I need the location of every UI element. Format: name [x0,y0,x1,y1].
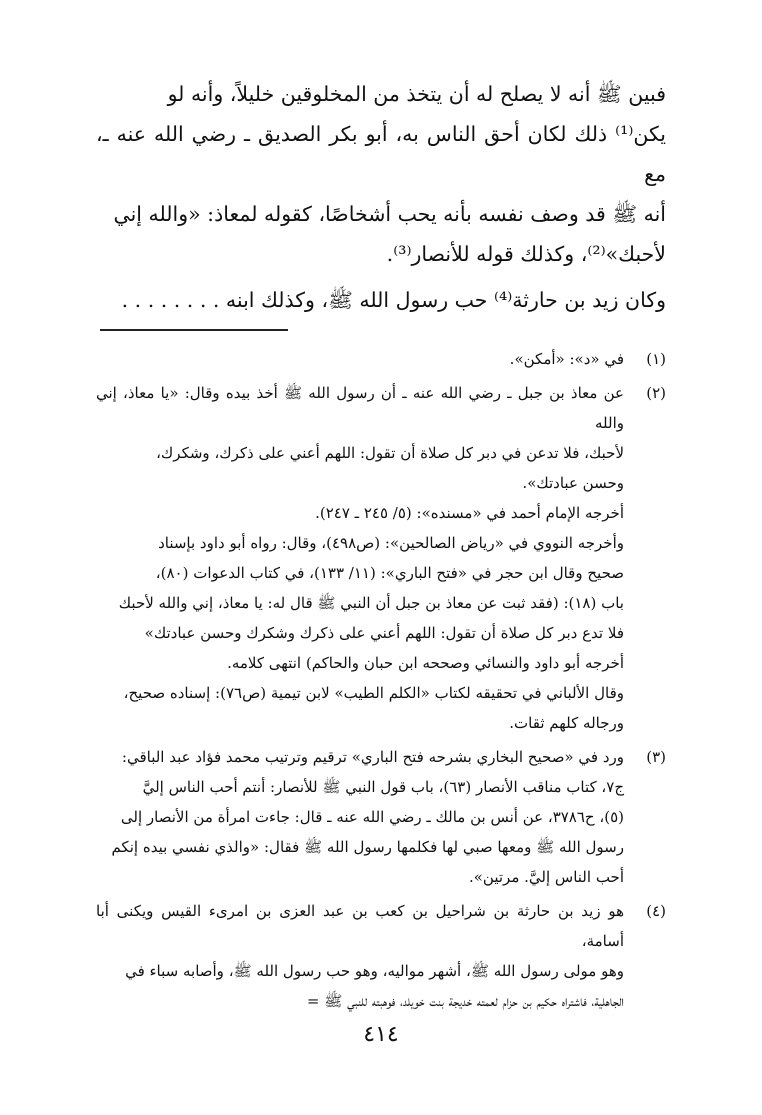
footnote-separator [100,329,288,331]
footnote-line: هو زيد بن حارثة بن شراحيل بن كعب بن عبد العزى بن امرىء القيس ويكنى أبا أسامة، [96,902,624,950]
footnote-number: (٣) [646,748,666,766]
main-line: لأحبك»⁽²⁾، وكذلك قوله للأنصار⁽³⁾. [386,242,666,266]
footnote-line: وهو مولى رسول الله ﷺ، أشهر مواليه، وهو حب رسول الله ﷺ، وأصابه سباء في [125,962,624,980]
footnote-line: الجاهلية، فاشتراه حكيم بن حزام لعمته خديجة بنت خويلد، فوهبته للنبي ﷺ = [306,992,624,1010]
footnote-number: (٤) [646,902,666,920]
footnotes [96,344,666,1020]
footnote-line: وحسن عبادتك». [522,474,624,492]
footnote-line: في «د»: «أمكن». [509,350,624,368]
footnote-line: ورد في «صحيح البخاري بشرحه فتح الباري» ترقيم وترتيب محمد فؤاد عبد الباقي: [121,748,624,766]
footnote-line: فلا تدع دبر كل صلاة أن تقول: اللهم أعني على ذكرك وشكرك وحسن عبادتك» [144,624,624,642]
footnote-line: أحب الناس إليَّ. مرتين». [468,868,624,886]
footnote-line: لأحبك، فلا تدعن في دبر كل صلاة أن تقول: اللهم أعني على ذكرك، وشكرك، [156,444,624,462]
footnote-number: (١) [646,350,666,368]
page-number: ٤١٤ [363,1022,399,1047]
footnote [96,378,666,738]
footnote-line: أخرجه أبو داود والنسائي وصححه ابن حبان والحاكم) انتهى كلامه. [227,654,624,672]
footnote-line: وأخرجه النووي في «رياض الصالحين»: (ص٤٩٨)، وقال: رواه أبو داود بإسناد [158,534,624,552]
footnote [96,742,666,892]
footnote-line: عن معاذ بن جبل ـ رضي الله عنه ـ أن رسول الله ﷺ أخذ بيده وقال: «يا معاذ، إني والله [96,384,624,432]
footnote-line: ج٧، كتاب مناقب الأنصار (٦٣)، باب قول النبي ﷺ للأنصار: أنتم أحب الناس إليَّ [142,778,624,796]
footnote-line: أخرجه الإمام أحمد في «مسنده»: (٥/ ٢٤٥ ـ ٢٤٧). [315,504,624,522]
footnote [96,896,666,1016]
footnote-line: (٥)، ح٣٧٨٦، عن أنس بن مالك ـ رضي الله عنه ـ قال: جاءت امرأة من الأنصار إلى [120,808,624,826]
main-paragraph [96,74,666,274]
main-line: أنه ﷺ قد وصف نفسه بأنه يحب أشخاصًا، كقوله لمعاذ: «والله إني [113,202,666,226]
footnote-number: (٢) [646,384,666,402]
main-text [96,74,666,320]
main-line: وكان زيد بن حارثة⁽⁴⁾ حب رسول الله ﷺ، وكذلك ابنه . . . . . . . . [121,288,666,312]
footnote-line: ورجاله كلهم ثقات. [509,714,624,732]
main-line: فبين ﷺ أنه لا يصلح له أن يتخذ من المخلوقين خليلاً، وأنه لو [167,82,666,106]
footnote-line: رسول الله ﷺ ومعها صبي لها فكلمها رسول الله ﷺ فقال: «والذي نفسي بيده إنكم [111,838,624,856]
footnote-line: صحيح وقال ابن حجر في «فتح الباري»: (١١/ ١٣٣)، في كتاب الدعوات (٨٠)، [155,564,624,582]
footnote-line: وقال الألباني في تحقيقه لكتاب «الكلم الطيب» لابن تيمية (ص٧٦): إسناده صحيح، [123,684,624,702]
main-paragraph [96,280,666,320]
main-line: يكن⁽¹⁾ ذلك لكان أحق الناس به، أبو بكر الصديق ـ رضي الله عنه ـ، مع [96,122,666,186]
footnote-line: باب (١٨): (فقد ثبت عن معاذ بن جبل أن النبي ﷺ قال له: يا معاذ، إني والله لأحبك [118,594,624,612]
footnote [96,344,666,374]
